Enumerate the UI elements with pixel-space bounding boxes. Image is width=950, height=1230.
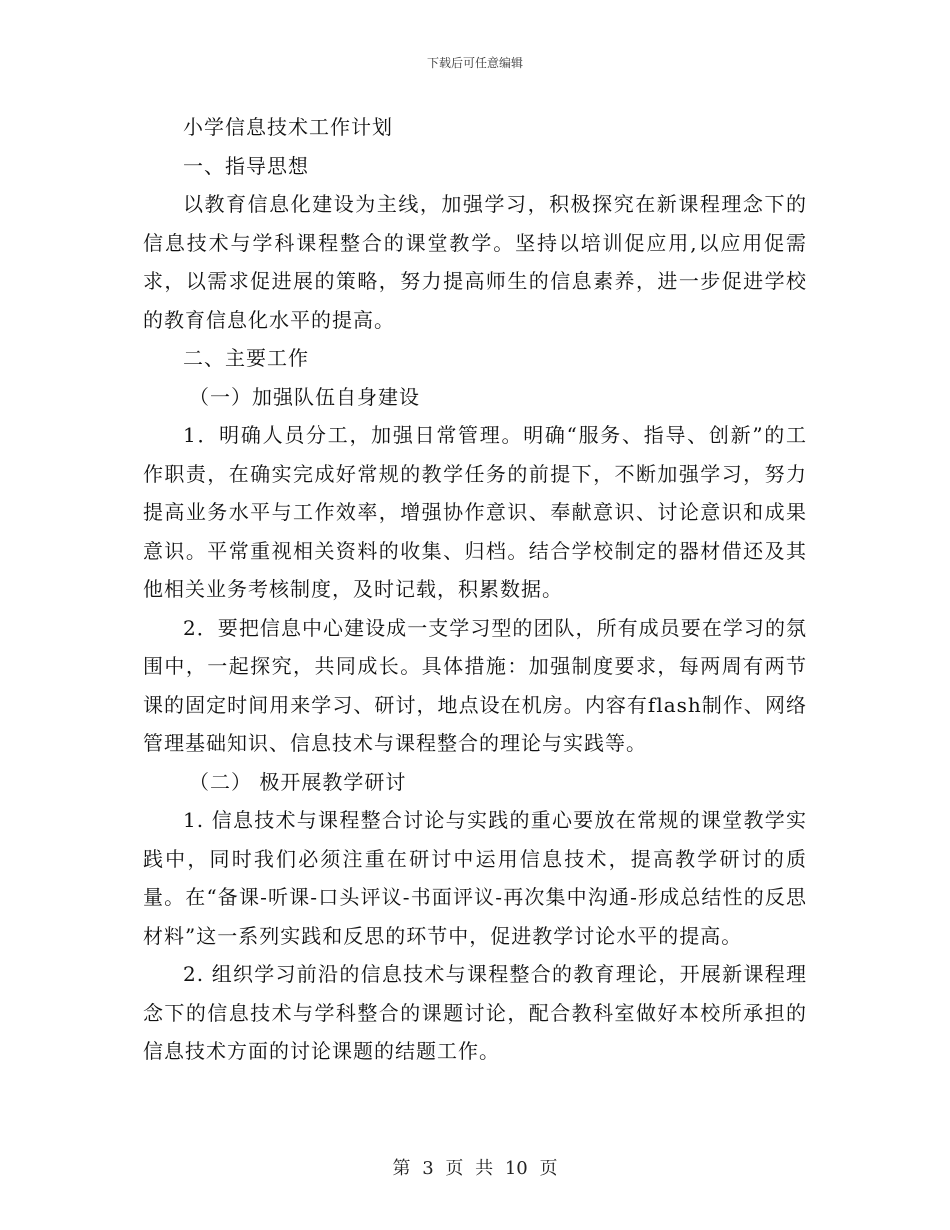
paragraph-team-item-2: 2．要把信息中心建设成一支学习型的团队，所有成员要在学习的氛围中，一起探究，共同成长。具体措施：加强制度要求，每两周有两节课的固定时间用来学习、研讨，地点设在机房。内容有flash制作、网络管理基础知识、信息技术与课程整合的理论与实践等。 <box>143 615 807 755</box>
paragraph-research-item-2: 2. 组织学习前沿的信息技术与课程整合的教育理论，开展新课程理念下的信息技术与学科整合的课题讨论，配合教科室做好本校所承担的信息技术方面的讨论课题的结题工作。 <box>143 962 807 1063</box>
paragraph-team-item-1: 1．明确人员分工，加强日常管理。明确“服务、指导、创新”的工作职责，在确实完成好常规的教学任务的前提下，不断加强学习，努力提高业务水平与工作效率，增强协作意识、奉献意识、讨论意识和成果意识。平常重视相关资料的收集、归档。结合学校制定的器材借还及其他相关业务考核制度，及时记载，积累数据。 <box>143 423 807 601</box>
paragraph-research-item-1: 1. 信息技术与课程整合讨论与实践的重心要放在常规的课堂教学实践中，同时我们必须注重在研讨中运用信息技术，提高教学研讨的质量。在“备课-听课-口头评议-书面评议-再次集中沟通-形成总结性的反思材料”这一系列实践和反思的环节中，促进教学讨论水平的提高。 <box>143 808 807 948</box>
document-body <box>143 108 807 1071</box>
page-number-footer: 第 3 页 共 10 页 <box>392 1158 558 1179</box>
section-heading-guiding-ideology: 一、指导思想 <box>183 153 309 178</box>
paragraph-guiding-ideology: 以教育信息化建设为主线，加强学习，积极探究在新课程理念下的信息技术与学科课程整合的课堂教学。坚持以培训促应用,以应用促需求，以需求促进展的策略，努力提高师生的信息素养，进一步促进学校的教育信息化水平的提高。 <box>143 192 807 332</box>
subsection-heading-team-building: （一）加强队伍自身建设 <box>189 384 420 409</box>
document-title: 小学信息技术工作计划 <box>183 115 393 139</box>
subsection-heading-teaching-research: （二） 极开展教学研讨 <box>189 769 407 794</box>
section-heading-main-work: 二、主要工作 <box>183 346 309 370</box>
page-header-note: 下载后可任意编辑 <box>426 56 523 70</box>
